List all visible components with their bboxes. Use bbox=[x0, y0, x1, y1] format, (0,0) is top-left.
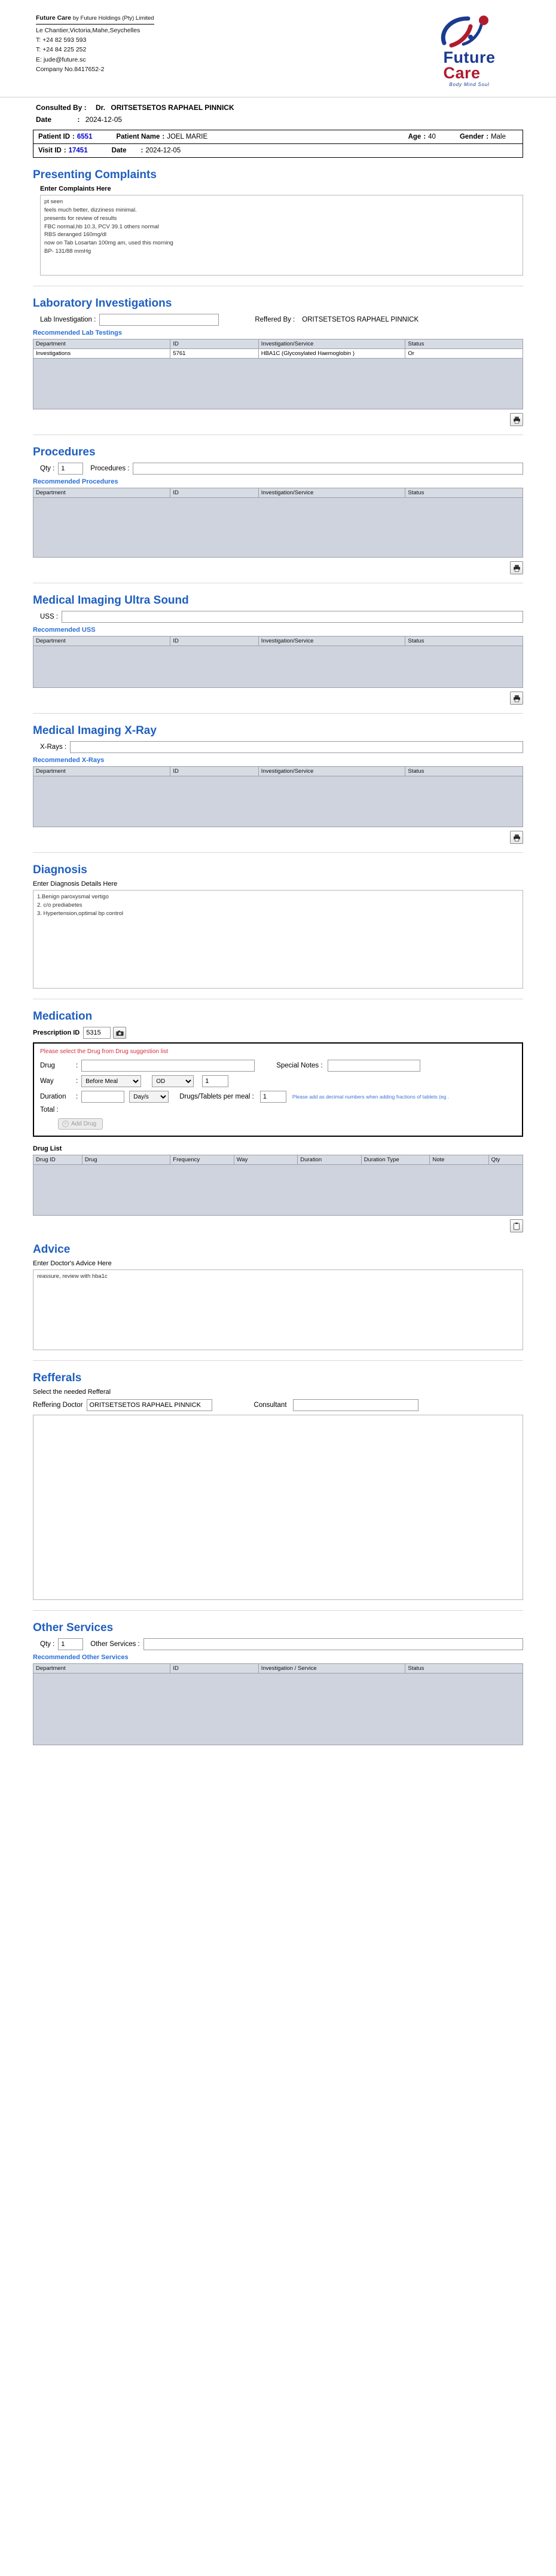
lab-table-header-row bbox=[33, 339, 523, 349]
other-services-label: Other Services : bbox=[90, 1641, 140, 1648]
uss-table-header-row bbox=[33, 637, 523, 646]
procedures-grid-empty-area bbox=[33, 498, 523, 558]
gender-label: Gender bbox=[459, 133, 484, 141]
procedures-grid bbox=[33, 488, 523, 558]
visit-date-label: Date bbox=[111, 147, 127, 155]
section-xray bbox=[33, 714, 523, 853]
lab-cell-id: 5761 bbox=[170, 349, 258, 359]
clinic-address: Le Chantier,Victoria,Mahe,Seychelles bbox=[36, 26, 140, 34]
reffering-doctor-input[interactable] bbox=[87, 1399, 212, 1411]
procedures-qty-label: Qty : bbox=[40, 465, 55, 473]
medication-warning: Please select the Drug from Drug suggestion list bbox=[40, 1048, 168, 1056]
xray-input-row bbox=[33, 741, 523, 753]
medication-actions bbox=[33, 1219, 523, 1232]
section-medication bbox=[33, 999, 523, 1232]
lab-investigation-label: Lab Investigation : bbox=[40, 316, 96, 324]
drugs-per-meal-label: Drugs/Tablets per meal : bbox=[179, 1093, 254, 1101]
other-services-input[interactable] bbox=[143, 1638, 523, 1650]
presenting-complaints-subtitle: Enter Complaints Here bbox=[40, 185, 111, 193]
age-label: Age bbox=[408, 133, 421, 141]
consult-date-value: 2024-12-05 bbox=[85, 115, 123, 124]
referred-by-value: ORITSETSETOS RAPHAEL PINNICK bbox=[302, 316, 419, 324]
lab-results-grid bbox=[33, 339, 523, 409]
other-services-table bbox=[33, 1663, 523, 1674]
gender-colon: : bbox=[486, 133, 489, 141]
xray-table bbox=[33, 766, 523, 776]
patient-id-colon: : bbox=[72, 133, 75, 141]
drug-list-grid bbox=[33, 1155, 523, 1216]
prescription-id-label: Prescription ID bbox=[33, 1029, 80, 1037]
logo-mark-icon bbox=[433, 13, 505, 50]
patient-row-2 bbox=[33, 143, 523, 157]
plus-icon: + bbox=[62, 1121, 69, 1127]
medication-title: Medication bbox=[33, 1010, 93, 1023]
xray-col-department: Department bbox=[33, 767, 170, 776]
frequency-input[interactable] bbox=[202, 1075, 228, 1087]
procedures-table bbox=[33, 488, 523, 498]
lab-grid-empty-area bbox=[33, 359, 523, 409]
consultant-label: Consultant bbox=[253, 1402, 287, 1409]
lab-col-id: ID bbox=[170, 339, 258, 349]
frequency-code-select[interactable] bbox=[152, 1075, 194, 1087]
clinic-info bbox=[36, 13, 154, 74]
logo-wordmark bbox=[444, 50, 496, 81]
xray-table-header-row bbox=[33, 767, 523, 776]
other-services-qty-label: Qty : bbox=[40, 1641, 55, 1648]
xray-col-status: Status bbox=[405, 767, 523, 776]
camera-glyph bbox=[116, 1030, 124, 1036]
doctor-prefix: Dr. bbox=[96, 103, 106, 112]
printer-glyph bbox=[513, 695, 521, 702]
lab-investigation-input[interactable] bbox=[99, 314, 219, 326]
complaints-textarea[interactable] bbox=[40, 195, 523, 276]
diagnosis-title: Diagnosis bbox=[33, 864, 87, 877]
section-other-services bbox=[33, 1611, 523, 1745]
visit-id-label: Visit ID bbox=[38, 147, 62, 155]
logo-word-care: Care bbox=[443, 63, 481, 82]
patient-id-label: Patient ID bbox=[38, 133, 71, 141]
consultant-input[interactable] bbox=[293, 1399, 418, 1411]
clipboard-icon[interactable] bbox=[510, 1219, 523, 1232]
uss-table bbox=[33, 636, 523, 646]
drug-row: Drug : Special Notes : bbox=[40, 1060, 516, 1072]
patient-name-label: Patient Name bbox=[116, 133, 160, 141]
drug-input[interactable] bbox=[81, 1060, 255, 1072]
special-notes-input[interactable] bbox=[328, 1060, 420, 1072]
add-drug-label: Add Drug bbox=[71, 1121, 97, 1128]
uss-col-department: Department bbox=[33, 637, 170, 646]
other-services-grid bbox=[33, 1663, 523, 1745]
proc-col-investigation: Investigation/Service bbox=[258, 488, 405, 498]
clinic-phone-2: T: +24 84 225 252 bbox=[36, 46, 87, 54]
logo-word-future: Future bbox=[443, 48, 496, 66]
printer-glyph bbox=[513, 564, 521, 572]
consult-date-label: Date bbox=[36, 115, 52, 124]
xray-col-id: ID bbox=[170, 767, 258, 776]
doctor-name: ORITSETSETOS RAPHAEL PINNICK bbox=[111, 103, 234, 112]
clinic-email: E: jude@future.sc bbox=[36, 56, 86, 63]
lab-investigation-row bbox=[33, 314, 523, 326]
uss-col-id: ID bbox=[170, 637, 258, 646]
clinic-phone-1: T: +24 82 593 593 bbox=[36, 36, 87, 44]
xray-actions bbox=[33, 831, 523, 844]
drug-col-frequency: Frequency bbox=[170, 1155, 234, 1165]
visit-id-colon: : bbox=[63, 147, 66, 155]
lab-col-investigation: Investigation/Service bbox=[258, 339, 405, 349]
refferals-title: Refferals bbox=[33, 1372, 82, 1385]
drug-list-label: Drug List bbox=[33, 1145, 62, 1153]
lab-cell-department: Investigations bbox=[33, 349, 170, 359]
patient-name-colon: : bbox=[162, 133, 165, 141]
advice-title: Advice bbox=[33, 1243, 71, 1256]
other-services-empty-area bbox=[33, 1674, 523, 1745]
lab-col-department: Department bbox=[33, 339, 170, 349]
refferal-doctor-row bbox=[33, 1399, 523, 1411]
procedures-qty-input[interactable] bbox=[58, 463, 83, 475]
clinic-company-no: Company No.8417652-2 bbox=[36, 65, 105, 73]
procedures-input[interactable] bbox=[133, 463, 523, 475]
duration-label: Duration bbox=[40, 1093, 66, 1101]
consult-date-colon: : bbox=[77, 115, 80, 124]
total-row bbox=[40, 1106, 516, 1113]
procedures-label: Procedures : bbox=[90, 465, 130, 473]
consulted-by-row bbox=[36, 103, 532, 112]
drug-list-header-row bbox=[33, 1155, 523, 1165]
other-services-title: Other Services bbox=[33, 1622, 114, 1635]
xray-col-investigation: Investigation/Service bbox=[258, 767, 405, 776]
printer-icon[interactable] bbox=[510, 692, 523, 705]
add-drug-button[interactable] bbox=[58, 1118, 103, 1130]
drug-col-duration: Duration bbox=[298, 1155, 361, 1165]
uss-label: USS : bbox=[40, 613, 59, 621]
xray-label: X-Rays : bbox=[40, 744, 67, 751]
section-refferals bbox=[33, 1361, 523, 1611]
uss-actions bbox=[33, 692, 523, 705]
xray-title: Medical Imaging X-Ray bbox=[33, 724, 157, 738]
lab-results-table bbox=[33, 339, 523, 359]
duration-input[interactable] bbox=[81, 1091, 124, 1103]
uss-col-investigation: Investigation/Service bbox=[258, 637, 405, 646]
drug-col-drug: Drug bbox=[82, 1155, 170, 1165]
reffering-doctor-label: Reffering Doctor bbox=[33, 1402, 83, 1409]
section-diagnosis bbox=[33, 853, 523, 999]
printer-icon[interactable] bbox=[510, 561, 523, 574]
section-laboratory bbox=[33, 286, 523, 435]
other-col-status: Status bbox=[405, 1664, 523, 1674]
lab-cell-investigation: HBA1C (Glycosylated Haemoglobin ) bbox=[258, 349, 405, 359]
decimal-note: Please add as decimal numbers when adding fractions of tablets (eg . bbox=[292, 1094, 450, 1100]
recommended-xrays-link[interactable]: Recommended X-Rays bbox=[33, 757, 105, 764]
laboratory-title: Laboratory Investigations bbox=[33, 297, 172, 310]
age-value: 40 bbox=[428, 133, 436, 141]
advice-subtitle: Enter Doctor's Advice Here bbox=[33, 1260, 112, 1268]
lab-cell-status: Or bbox=[405, 349, 523, 359]
way-row: Way : Before Meal OD 1 bbox=[40, 1075, 516, 1087]
procedures-input-row bbox=[33, 463, 523, 475]
duration-row: Duration : Day/s Drugs/Tablets per meal : 1 Please add as decimal numbers when adding fractions of tablets (eg . bbox=[40, 1091, 516, 1103]
diagnosis-subtitle: Enter Diagnosis Details Here bbox=[33, 880, 118, 888]
other-services-input-row bbox=[33, 1638, 523, 1650]
uss-input[interactable] bbox=[62, 611, 523, 623]
visit-date-value: 2024-12-05 bbox=[145, 147, 181, 155]
referred-by-label: Reffered By : bbox=[255, 316, 295, 324]
xray-input[interactable] bbox=[70, 741, 523, 753]
procedures-title: Procedures bbox=[33, 446, 96, 459]
proc-col-department: Department bbox=[33, 488, 170, 498]
medication-entry-panel bbox=[33, 1042, 523, 1137]
gender-value: Male bbox=[491, 133, 506, 141]
other-services-header-row bbox=[33, 1664, 523, 1674]
visit-id-value: 17451 bbox=[68, 147, 88, 155]
proc-col-status: Status bbox=[405, 488, 523, 498]
section-presenting-complaints bbox=[33, 158, 523, 277]
other-col-id: ID bbox=[170, 1664, 258, 1674]
recommended-other-services-link[interactable]: Recommended Other Services bbox=[33, 1654, 129, 1662]
drug-col-id: Drug ID bbox=[33, 1155, 83, 1165]
patient-id-value: 6551 bbox=[77, 133, 93, 141]
consulted-by-label: Consulted By : bbox=[36, 103, 87, 112]
xray-grid bbox=[33, 766, 523, 827]
uss-grid-empty-area bbox=[33, 646, 523, 688]
printer-icon[interactable] bbox=[510, 413, 523, 426]
drug-label: Drug bbox=[40, 1062, 55, 1070]
consult-date-row bbox=[36, 115, 532, 124]
drug-col-way: Way bbox=[234, 1155, 297, 1165]
recommended-uss-link[interactable]: Recommended USS bbox=[33, 626, 96, 634]
printer-glyph bbox=[513, 834, 521, 842]
other-col-department: Department bbox=[33, 1664, 170, 1674]
duration-unit-select[interactable] bbox=[129, 1091, 169, 1103]
section-procedures bbox=[33, 435, 523, 583]
prescription-id-row bbox=[33, 1027, 523, 1039]
page-header bbox=[0, 0, 556, 93]
clinic-name: Future Care bbox=[36, 14, 71, 22]
printer-glyph bbox=[513, 416, 521, 424]
other-col-service: Investigation / Service bbox=[258, 1664, 405, 1674]
visit-date-colon: : bbox=[140, 147, 143, 155]
age-colon: : bbox=[423, 133, 426, 141]
patient-summary-band bbox=[33, 130, 523, 158]
section-advice bbox=[33, 1232, 523, 1361]
procedures-table-header-row bbox=[33, 488, 523, 498]
refferal-notes-textarea[interactable] bbox=[33, 1415, 523, 1600]
ultrasound-title: Medical Imaging Ultra Sound bbox=[33, 594, 189, 607]
clipboard-glyph bbox=[513, 1222, 520, 1230]
way-select[interactable] bbox=[81, 1075, 141, 1087]
procedures-actions bbox=[33, 561, 523, 574]
other-services-qty-input[interactable] bbox=[58, 1638, 83, 1650]
xray-grid-empty-area bbox=[33, 776, 523, 827]
uss-input-row bbox=[33, 611, 523, 623]
refferals-subtitle: Select the needed Refferal bbox=[33, 1388, 111, 1396]
drugs-per-meal-input[interactable] bbox=[260, 1091, 286, 1103]
recommended-lab-testings-link[interactable]: Recommended Lab Testings bbox=[33, 329, 122, 337]
way-label: Way bbox=[40, 1078, 54, 1085]
special-notes-label: Special Notes : bbox=[276, 1062, 323, 1070]
clinic-legal-name: by Future Holdings (Pty) Limited bbox=[72, 15, 154, 22]
drug-col-qty: Qty bbox=[488, 1155, 523, 1165]
camera-icon[interactable] bbox=[113, 1027, 126, 1039]
brand-logo bbox=[407, 13, 532, 87]
drug-list-table bbox=[33, 1155, 523, 1165]
presenting-complaints-title: Presenting Complaints bbox=[33, 169, 157, 182]
total-label: Total : bbox=[40, 1106, 59, 1114]
uss-col-status: Status bbox=[405, 637, 523, 646]
proc-col-id: ID bbox=[170, 488, 258, 498]
drug-list-empty-area bbox=[33, 1165, 523, 1216]
consult-info bbox=[0, 97, 556, 124]
patient-row-1 bbox=[33, 130, 523, 143]
recommended-procedures-link[interactable]: Recommended Procedures bbox=[33, 478, 118, 486]
prescription-id-input[interactable] bbox=[83, 1027, 111, 1039]
uss-grid bbox=[33, 636, 523, 688]
drug-col-note: Note bbox=[430, 1155, 488, 1165]
diagnosis-textarea[interactable] bbox=[33, 890, 523, 989]
printer-icon[interactable] bbox=[510, 831, 523, 844]
lab-col-status: Status bbox=[405, 339, 523, 349]
lab-actions bbox=[33, 413, 523, 426]
section-ultrasound bbox=[33, 583, 523, 714]
drug-col-duration-type: Duration Type bbox=[361, 1155, 430, 1165]
patient-name-value: JOEL MARIE bbox=[167, 133, 208, 141]
table-row[interactable] bbox=[33, 349, 523, 359]
logo-tagline: Body Mind Soul bbox=[449, 82, 490, 88]
advice-textarea[interactable] bbox=[33, 1269, 523, 1350]
